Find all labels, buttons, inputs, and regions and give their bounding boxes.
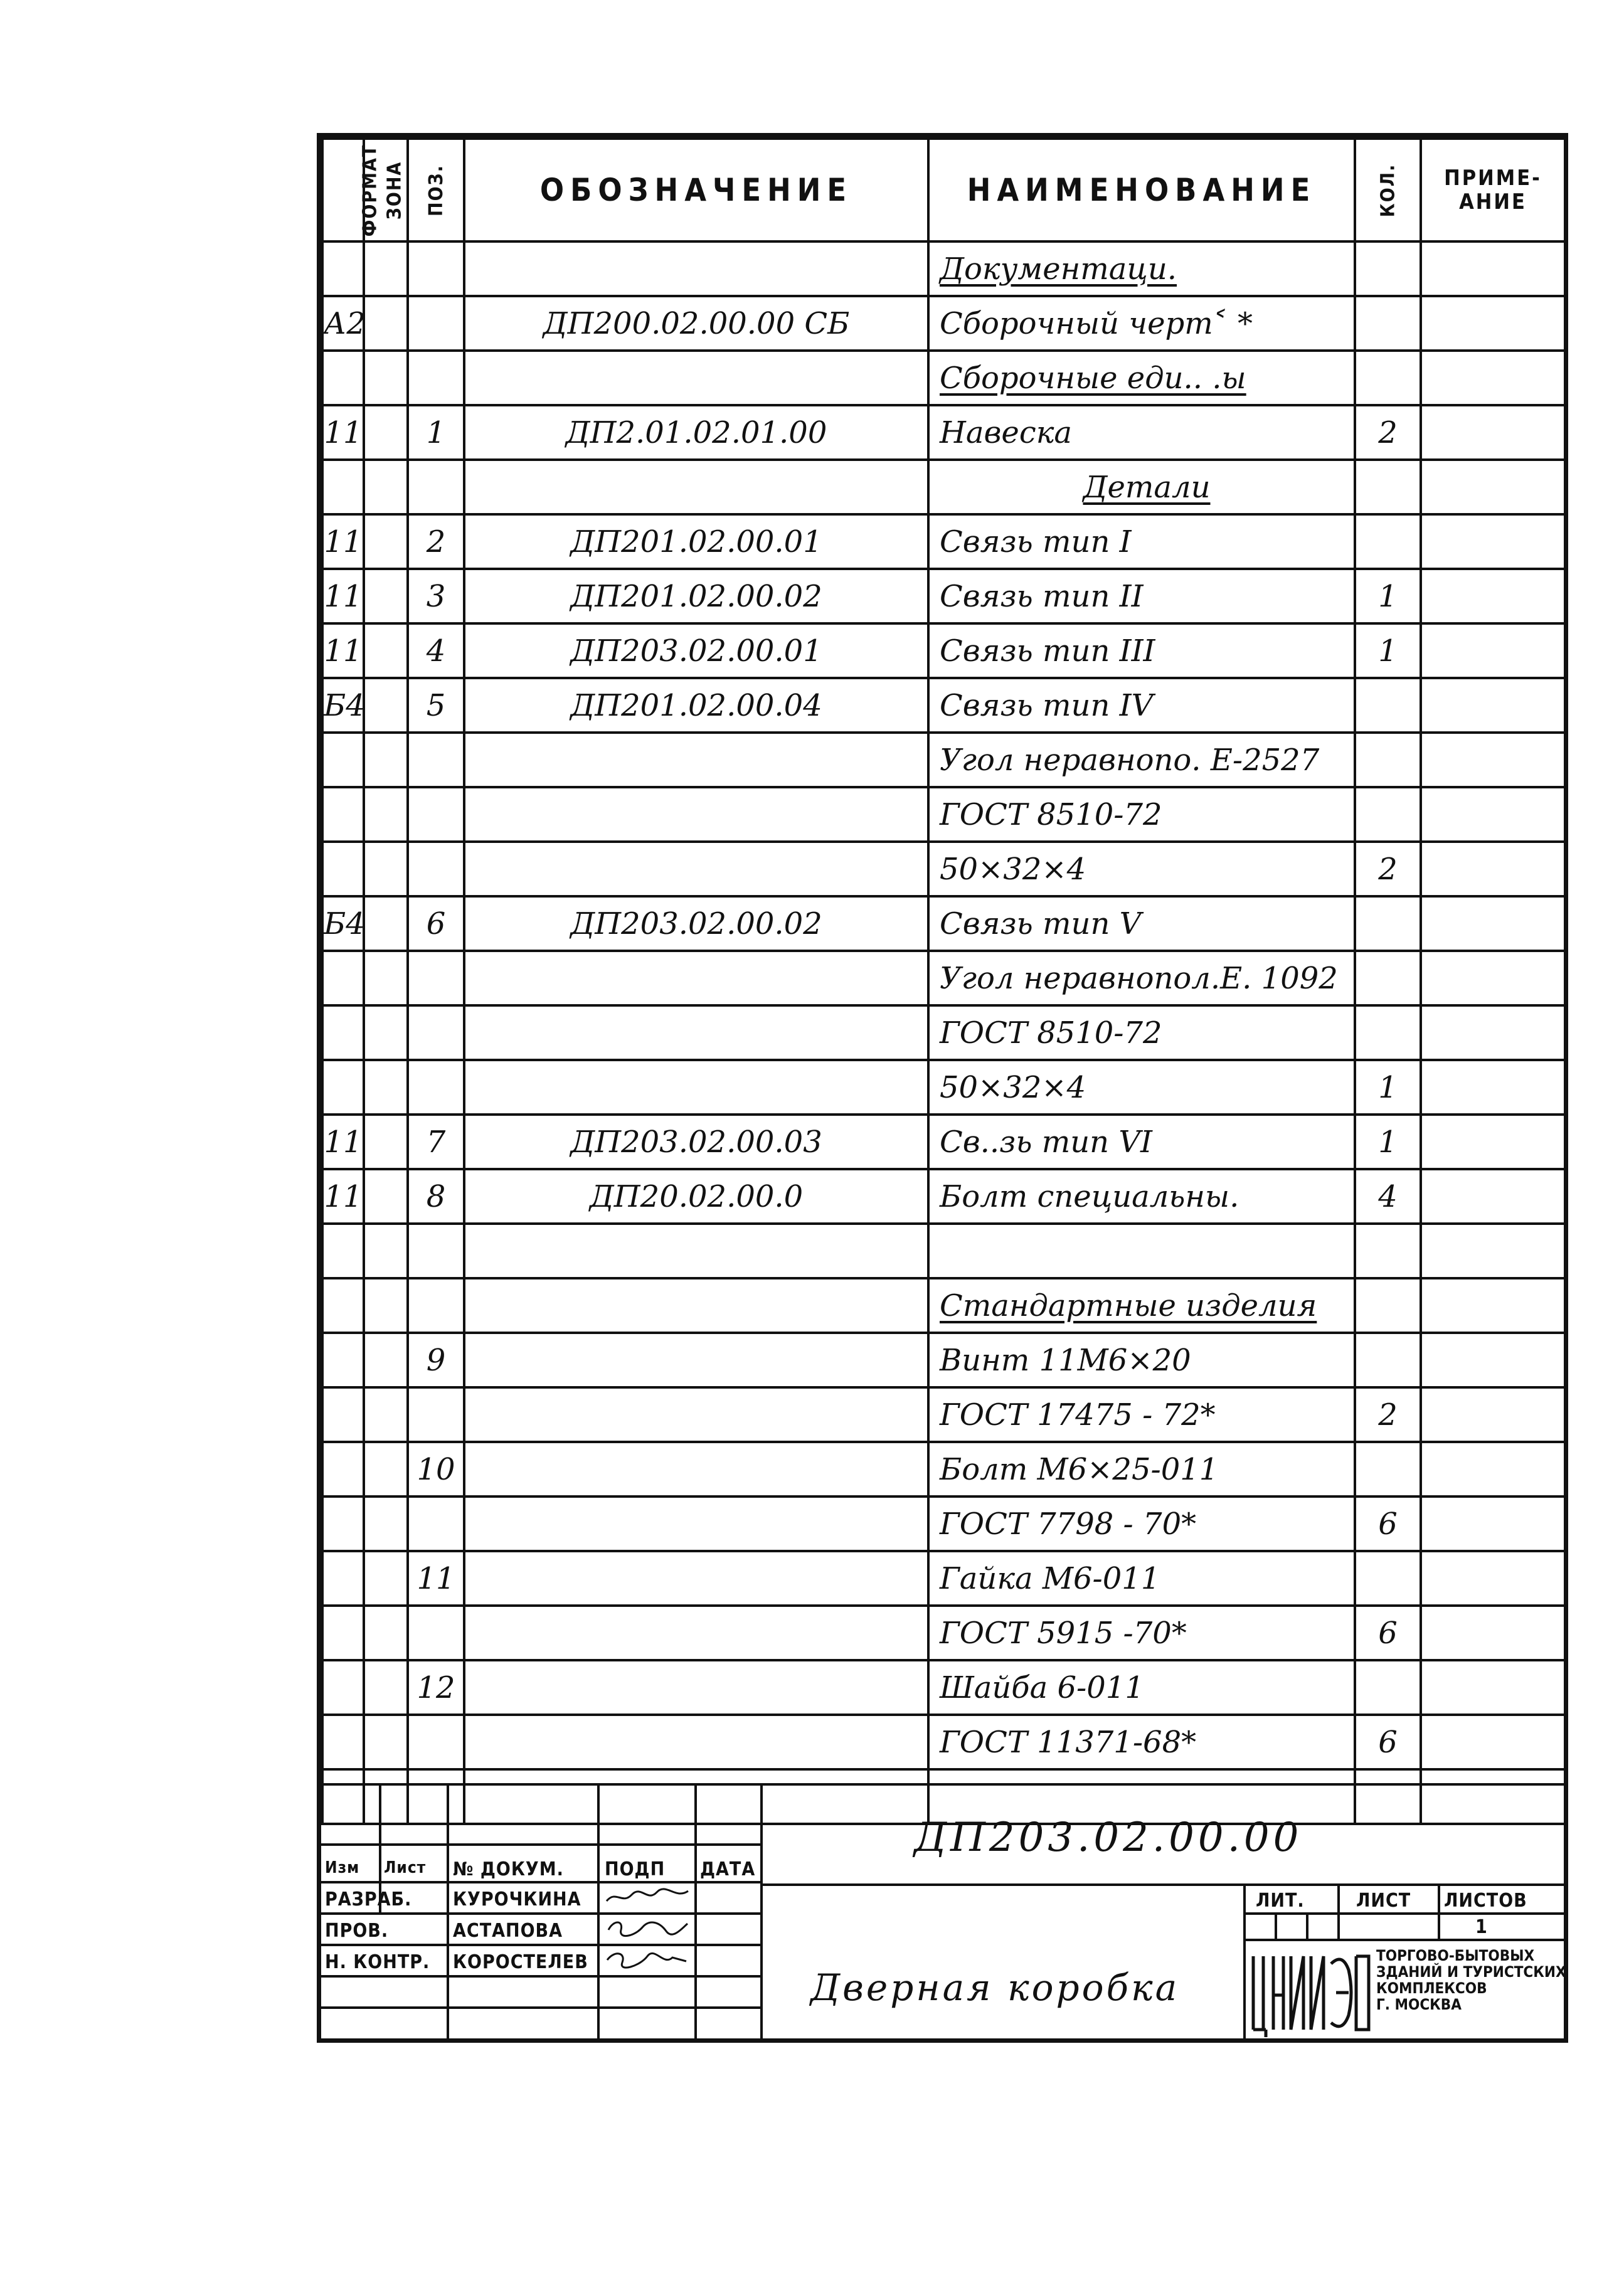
cell-zone	[364, 1333, 408, 1387]
cell-designation	[464, 733, 928, 787]
organization-text: ТОРГОВО-БЫТОВЫХ ЗДАНИЙ И ТУРИСТСКИХ КОМПЛЕКСОВ Г. МОСКВА	[1376, 1947, 1566, 2013]
cell-name: ГОСТ 8510-72	[928, 787, 1355, 842]
cell-format	[322, 733, 364, 787]
cell-pos	[408, 842, 464, 896]
col-date: ДАТА	[700, 1858, 756, 1880]
cell-pos	[408, 1387, 464, 1442]
table-row	[322, 623, 1565, 678]
cell-format	[322, 1005, 364, 1060]
cell-qty: 6	[1355, 1496, 1421, 1551]
cell-pos: 2	[408, 514, 464, 569]
cell-format: 11	[322, 405, 364, 460]
cell-designation	[464, 1496, 928, 1551]
cell-note	[1421, 1387, 1565, 1442]
header-zone: ЗОНА	[364, 139, 408, 241]
cell-name: Стандартные изделия	[928, 1278, 1355, 1333]
cell-zone	[364, 1387, 408, 1442]
cell-pos: 9	[408, 1333, 464, 1387]
cell-format	[322, 241, 364, 296]
cell-name: Связь тип V	[928, 896, 1355, 951]
cell-qty: 4	[1355, 1169, 1421, 1224]
cell-pos: 8	[408, 1169, 464, 1224]
cell-qty	[1355, 460, 1421, 514]
cell-name: Гайка М6-011	[928, 1551, 1355, 1606]
table-row	[322, 896, 1565, 951]
header-pos: ПОЗ.	[408, 139, 464, 241]
cell-note	[1421, 569, 1565, 623]
table-row	[322, 296, 1565, 351]
cell-pos	[408, 1005, 464, 1060]
cell-zone	[364, 842, 408, 896]
cell-qty	[1355, 1551, 1421, 1606]
cell-note	[1421, 296, 1565, 351]
cell-zone	[364, 1496, 408, 1551]
cell-pos	[408, 351, 464, 405]
cell-format	[322, 787, 364, 842]
cell-note	[1421, 623, 1565, 678]
cell-note	[1421, 241, 1565, 296]
cell-note	[1421, 1442, 1565, 1496]
cell-designation	[464, 241, 928, 296]
cell-note	[1421, 1005, 1565, 1060]
cell-name: Винт 11М6×20	[928, 1333, 1355, 1387]
cell-designation: ДП201.02.00.02	[464, 569, 928, 623]
organization-logo	[1248, 1945, 1374, 2039]
signature-dev	[603, 1886, 691, 1907]
cell-qty	[1355, 1442, 1421, 1496]
cell-designation: ДП203.02.00.03	[464, 1115, 928, 1169]
cell-name: Сборочные еди.. .ы	[928, 351, 1355, 405]
cell-zone	[364, 623, 408, 678]
cell-pos	[408, 787, 464, 842]
table-row	[322, 733, 1565, 787]
cell-pos: 5	[408, 678, 464, 733]
cell-pos	[408, 951, 464, 1005]
cell-note	[1421, 1333, 1565, 1387]
table-row	[322, 1169, 1565, 1224]
signature-check	[603, 1917, 691, 1939]
cell-pos: 7	[408, 1115, 464, 1169]
cell-qty: 2	[1355, 405, 1421, 460]
cell-note	[1421, 787, 1565, 842]
cell-note	[1421, 1169, 1565, 1224]
cell-format	[322, 842, 364, 896]
table-row	[322, 678, 1565, 733]
cell-format: 11	[322, 514, 364, 569]
drawing-sheet	[317, 133, 1568, 2043]
cell-note	[1421, 351, 1565, 405]
cell-zone	[364, 1224, 408, 1278]
cell-format: 11	[322, 569, 364, 623]
role-dev: РАЗРАБ.	[325, 1888, 412, 1910]
cell-pos	[408, 733, 464, 787]
table-row	[322, 1278, 1565, 1333]
cell-zone	[364, 405, 408, 460]
cell-zone	[364, 460, 408, 514]
cell-designation	[464, 1606, 928, 1660]
cell-qty	[1355, 514, 1421, 569]
cell-pos: 12	[408, 1660, 464, 1715]
cell-name: Навеска	[928, 405, 1355, 460]
col-doc: № ДОКУМ.	[453, 1858, 564, 1880]
cell-qty: 1	[1355, 569, 1421, 623]
cell-name: Болт специальны.	[928, 1169, 1355, 1224]
cell-name: ГОСТ 17475 - 72*	[928, 1387, 1355, 1442]
cell-zone	[364, 514, 408, 569]
cell-name	[928, 1224, 1355, 1278]
table-row	[322, 842, 1565, 896]
cell-zone	[364, 896, 408, 951]
cell-designation	[464, 1060, 928, 1115]
table-row	[322, 514, 1565, 569]
cell-pos: 4	[408, 623, 464, 678]
cell-designation	[464, 1660, 928, 1715]
table-row	[322, 460, 1565, 514]
specification-table	[321, 137, 1566, 1825]
col-list: Лист	[384, 1858, 427, 1877]
table-row	[322, 787, 1565, 842]
name-dev: КУРОЧКИНА	[453, 1888, 581, 1910]
cell-qty	[1355, 951, 1421, 1005]
table-row	[322, 1060, 1565, 1115]
col-lit: ЛИТ.	[1256, 1890, 1305, 1912]
cell-pos: 1	[408, 405, 464, 460]
table-row	[322, 569, 1565, 623]
cell-qty	[1355, 351, 1421, 405]
cell-note	[1421, 951, 1565, 1005]
cell-format: 11	[322, 1115, 364, 1169]
cell-format	[322, 1333, 364, 1387]
table-row	[322, 1333, 1565, 1387]
cell-zone	[364, 1551, 408, 1606]
cell-pos	[408, 1606, 464, 1660]
title-block	[321, 1783, 1564, 2043]
cell-zone	[364, 1442, 408, 1496]
table-row	[322, 1606, 1565, 1660]
cell-qty	[1355, 733, 1421, 787]
cell-designation: ДП203.02.00.02	[464, 896, 928, 951]
cell-note	[1421, 678, 1565, 733]
cell-note	[1421, 1115, 1565, 1169]
cell-format	[322, 351, 364, 405]
cell-name: Связь тип III	[928, 623, 1355, 678]
cell-name: 50×32×4	[928, 842, 1355, 896]
cell-zone	[364, 1660, 408, 1715]
table-row	[322, 1005, 1565, 1060]
cell-pos	[408, 1496, 464, 1551]
cell-qty	[1355, 896, 1421, 951]
cell-format	[322, 1660, 364, 1715]
cell-note	[1421, 842, 1565, 896]
cell-pos	[408, 1060, 464, 1115]
name-norm: КОРОСТЕЛЕВ	[453, 1951, 588, 1973]
cell-name: Связь тип II	[928, 569, 1355, 623]
cell-format	[322, 1442, 364, 1496]
cell-format	[322, 1278, 364, 1333]
cell-name: ГОСТ 5915 -70*	[928, 1606, 1355, 1660]
cell-note	[1421, 733, 1565, 787]
cell-format	[322, 1551, 364, 1606]
drawing-designation: ДП203.02.00.00	[914, 1814, 1303, 1861]
role-norm: Н. КОНТР.	[325, 1951, 430, 1973]
cell-designation	[464, 951, 928, 1005]
table-row	[322, 241, 1565, 296]
cell-name: 50×32×4	[928, 1060, 1355, 1115]
cell-format: Б4	[322, 896, 364, 951]
cell-zone	[364, 296, 408, 351]
cell-format	[322, 951, 364, 1005]
cell-designation	[464, 1005, 928, 1060]
cell-designation	[464, 1551, 928, 1606]
signature-norm	[603, 1949, 691, 1970]
cell-qty	[1355, 296, 1421, 351]
cell-format	[322, 1224, 364, 1278]
table-row	[322, 1387, 1565, 1442]
cell-zone	[364, 241, 408, 296]
cell-format	[322, 1060, 364, 1115]
cell-qty	[1355, 1005, 1421, 1060]
cell-pos	[408, 1715, 464, 1769]
cell-zone	[364, 1169, 408, 1224]
cell-note	[1421, 1060, 1565, 1115]
cell-designation	[464, 1715, 928, 1769]
cell-format	[322, 460, 364, 514]
cell-zone	[364, 569, 408, 623]
cell-designation	[464, 1333, 928, 1387]
table-row	[322, 1442, 1565, 1496]
cell-designation: ДП200.02.00.00 СБ	[464, 296, 928, 351]
cell-qty: 6	[1355, 1715, 1421, 1769]
table-row	[322, 951, 1565, 1005]
cell-designation: ДП20.02.00.0	[464, 1169, 928, 1224]
cell-name: Документаци.	[928, 241, 1355, 296]
col-sheet: ЛИСТ	[1356, 1890, 1411, 1912]
cell-qty	[1355, 787, 1421, 842]
table-row	[322, 1660, 1565, 1715]
cell-note	[1421, 405, 1565, 460]
cell-note	[1421, 460, 1565, 514]
cell-zone	[364, 1060, 408, 1115]
cell-format	[322, 1496, 364, 1551]
cell-designation	[464, 1442, 928, 1496]
cell-pos: 11	[408, 1551, 464, 1606]
table-row	[322, 1224, 1565, 1278]
cell-note	[1421, 514, 1565, 569]
cell-zone	[364, 1115, 408, 1169]
table-row	[322, 405, 1565, 460]
cell-qty: 2	[1355, 1387, 1421, 1442]
cell-designation	[464, 460, 928, 514]
cell-note	[1421, 896, 1565, 951]
cell-qty	[1355, 1333, 1421, 1387]
cell-name: ГОСТ 11371-68*	[928, 1715, 1355, 1769]
cell-zone	[364, 951, 408, 1005]
cell-pos: 3	[408, 569, 464, 623]
cell-name: Болт М6×25-011	[928, 1442, 1355, 1496]
cell-format	[322, 1606, 364, 1660]
cell-qty	[1355, 1224, 1421, 1278]
cell-designation: ДП201.02.00.01	[464, 514, 928, 569]
cell-note	[1421, 1606, 1565, 1660]
cell-note	[1421, 1551, 1565, 1606]
cell-name: ГОСТ 8510-72	[928, 1005, 1355, 1060]
cell-zone	[364, 678, 408, 733]
header-format: ФОРМАТ	[322, 139, 364, 241]
cell-qty	[1355, 1278, 1421, 1333]
header-note-line: АНИЕ	[1459, 189, 1527, 215]
cell-pos: 10	[408, 1442, 464, 1496]
cell-zone	[364, 351, 408, 405]
col-sign: ПОДП	[605, 1858, 666, 1880]
cell-zone	[364, 787, 408, 842]
header-note-line: ПРИМЕ-	[1444, 166, 1542, 191]
cell-format: Б4	[322, 678, 364, 733]
cell-designation: ДП201.02.00.04	[464, 678, 928, 733]
cell-qty: 2	[1355, 842, 1421, 896]
table-row	[322, 1715, 1565, 1769]
cell-format	[322, 1387, 364, 1442]
table-row	[322, 1115, 1565, 1169]
cell-pos	[408, 1278, 464, 1333]
cell-note	[1421, 1496, 1565, 1551]
cell-zone	[364, 1005, 408, 1060]
cell-designation	[464, 842, 928, 896]
cell-pos	[408, 296, 464, 351]
cell-name: Детали	[928, 460, 1355, 514]
cell-qty: 6	[1355, 1606, 1421, 1660]
header-note	[1421, 139, 1565, 241]
cell-format: 11	[322, 623, 364, 678]
cell-zone	[364, 1715, 408, 1769]
table-row	[322, 1496, 1565, 1551]
cell-qty: 1	[1355, 1060, 1421, 1115]
cell-zone	[364, 1278, 408, 1333]
cell-note	[1421, 1660, 1565, 1715]
cell-name: Связь тип I	[928, 514, 1355, 569]
cell-designation	[464, 787, 928, 842]
role-check: ПРОВ.	[325, 1920, 389, 1942]
drawing-title: Дверная коробка	[810, 1966, 1180, 2009]
cell-format	[322, 1715, 364, 1769]
cell-name: ГОСТ 7798 - 70*	[928, 1496, 1355, 1551]
cell-designation	[464, 1387, 928, 1442]
cell-zone	[364, 1606, 408, 1660]
cell-note	[1421, 1224, 1565, 1278]
cell-name: Сборочный черт˂ *	[928, 296, 1355, 351]
col-izm: Изм	[325, 1858, 360, 1877]
cell-format: А2	[322, 296, 364, 351]
cell-format: 11	[322, 1169, 364, 1224]
cell-designation	[464, 351, 928, 405]
cell-name: Угол неравнопол.Е. 1092	[928, 951, 1355, 1005]
cell-designation: ДП203.02.00.01	[464, 623, 928, 678]
header-name: НАИМЕНОВАНИЕ	[928, 139, 1355, 241]
cell-pos: 6	[408, 896, 464, 951]
table-row	[322, 1551, 1565, 1606]
cell-qty	[1355, 678, 1421, 733]
cell-designation: ДП2.01.02.01.00	[464, 405, 928, 460]
cell-name: Шайба 6-011	[928, 1660, 1355, 1715]
cell-qty	[1355, 1660, 1421, 1715]
cell-note	[1421, 1715, 1565, 1769]
header-designation: ОБОЗНАЧЕНИЕ	[464, 139, 928, 241]
table-header	[322, 139, 1565, 241]
header-qty: КОЛ.	[1355, 139, 1421, 241]
cell-name: Угол неравнопо. Е-2527	[928, 733, 1355, 787]
table-row	[322, 351, 1565, 405]
name-check: АСТАПОВА	[453, 1920, 563, 1942]
cell-qty	[1355, 241, 1421, 296]
cell-qty: 1	[1355, 1115, 1421, 1169]
sheets-value: 1	[1475, 1916, 1488, 1938]
cell-pos	[408, 241, 464, 296]
cell-pos	[408, 460, 464, 514]
cell-zone	[364, 733, 408, 787]
cell-name: Св..зь тип VI	[928, 1115, 1355, 1169]
cell-designation	[464, 1278, 928, 1333]
cell-note	[1421, 1278, 1565, 1333]
cell-qty: 1	[1355, 623, 1421, 678]
cell-designation	[464, 1224, 928, 1278]
cell-name: Связь тип IV	[928, 678, 1355, 733]
col-sheets: ЛИСТОВ	[1444, 1890, 1527, 1912]
cell-pos	[408, 1224, 464, 1278]
